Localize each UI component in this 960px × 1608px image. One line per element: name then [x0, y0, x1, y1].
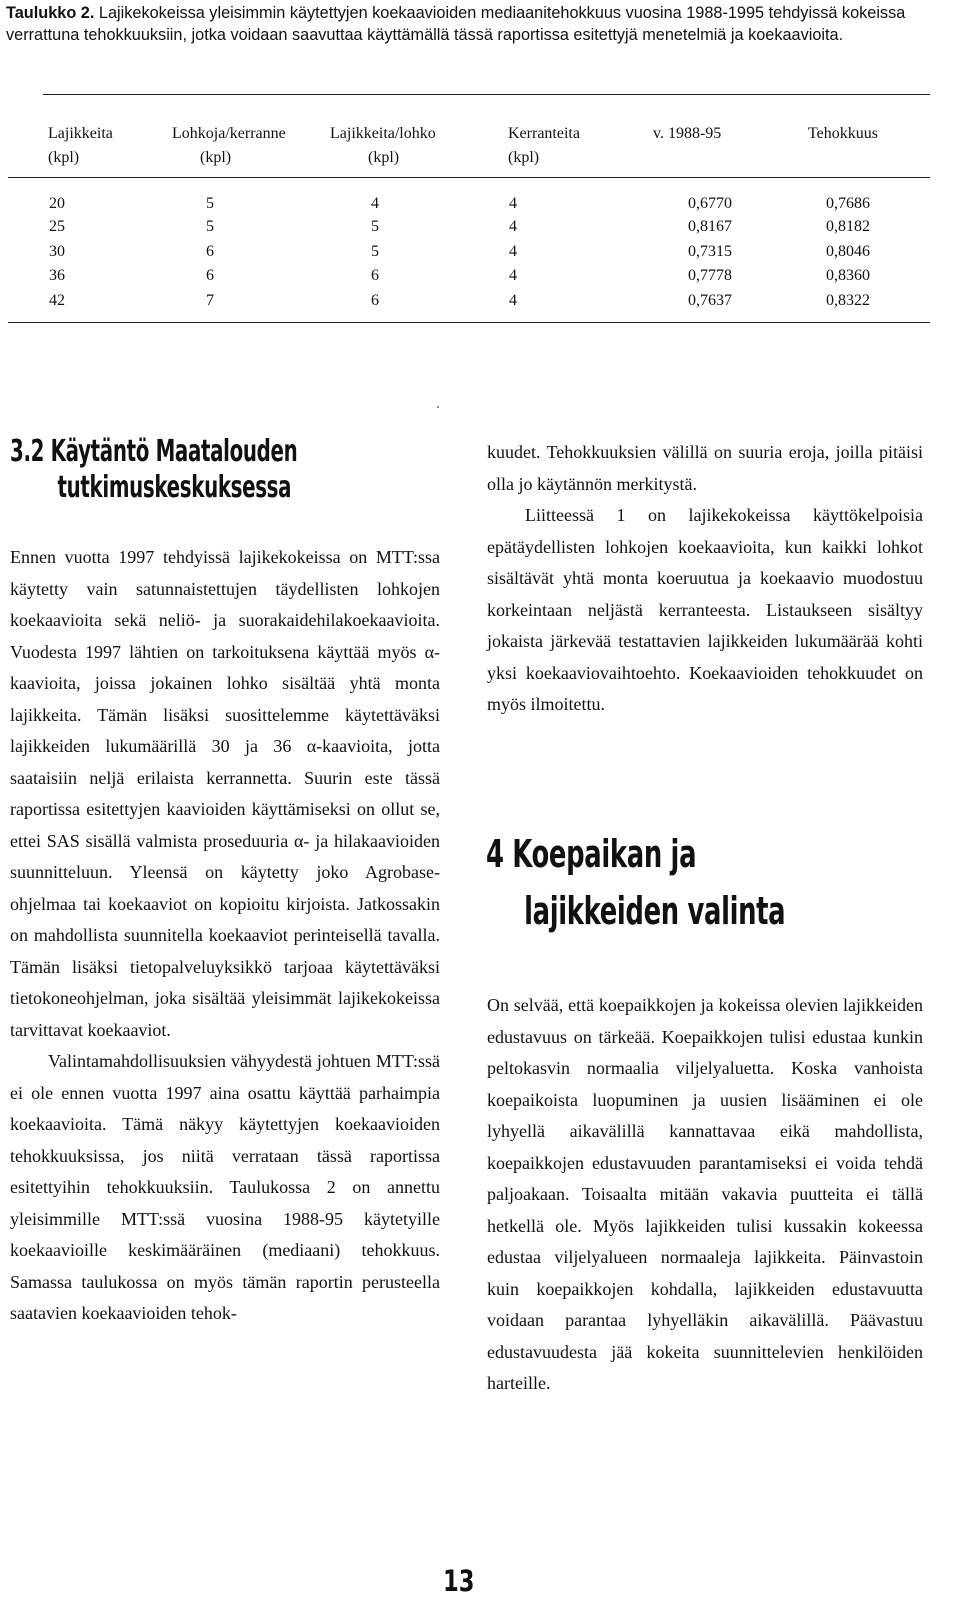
section-3-2-heading: 3.2 Käytäntö Maatalouden tutkimuskeskuksessa	[10, 434, 298, 505]
section-3-2-body	[10, 542, 440, 1330]
paragraph: kuudet. Tehokkuuksien välillä on suuria eroja, joilla pitäisi olla jo käytännön merkitystä.	[487, 442, 923, 494]
caption-label: Taulukko 2.	[6, 4, 95, 22]
col-header-lajikkeita: Lajikkeita (kpl)	[48, 125, 113, 166]
paragraph: Liitteessä 1 on lajikekokeissa käyttökelpoisia epätäydellisten lohkojen koekaavioita, kun kaikki lohkot sisältävät yhtä monta koeruutua ja koekaavio muodostuu korkeintaan neljästä kerranteesta. Listaukseen sisältyy jokaista järkevää testattavien lajikkeiden lukumäärää kohti yksi koekaaviovaihtoehto. Koekaavioiden tehokkuudet on myös ilmoitettu.	[487, 505, 923, 714]
col-header-tehokkuus: Tehokkuus	[808, 125, 878, 142]
scan-speck	[437, 406, 439, 408]
paragraph: Valintamahdollisuuksien vähyydestä johtuen MTT:ssä ei ole ennen vuotta 1997 aina osattu käyttää parhaimpia koekaavioita. Tämä näkyy käytettyjen koekaavioiden tehokkuuksissa, jos niitä verrataan tässä raportissa esitettyihin tehokkuuksiin. Taulukossa 2 on annettu yleisimmille MTT:ssä vuosina 1988-95 käytetyille koekaavioille keskimääräinen (mediaani) tehokkuus. Samassa taulukossa on myös tämän raportin perusteella saatavien koekaavioiden tehok-	[10, 1051, 440, 1323]
col-header-lajikkeita-lohko: Lajikkeita/lohko (kpl)	[330, 125, 436, 166]
paragraph: Ennen vuotta 1997 tehdyissä lajikekokeissa on MTT:ssa käytetty vain satunnaistettujen täydellisten lohkojen koekaavioita sekä neliö- ja suorakaidehilakoekaavioita. Vuodesta 1997 lähtien on tarkoituksena käyttää myös α-kaavioita, joissa jokainen lohko sisältää yhtä monta lajikkeita. Tämän lisäksi suosittelemme käytettäväksi lajikkeiden lukumäärillä 30 ja 36 α-kaavioita, jotta saataisiin neljä erilaista kerrannetta. Suurin este tässä raportissa esitettyjen kaavioiden käyttämiseksi on ollut se, ettei SAS sisällä valmista proseduuria α- ja hilakaavioiden suunnitteluun. Yleensä on käytetty joko Agrobase-ohjelmaa tai koekaaviot on kopioitu kirjoista. Jatkossakin on mahdollista suunnitella koekaaviot perinteisellä tavalla. Tämän lisäksi tietopalveluyksikkö tarjoaa käytettäväksi tietokoneohjelman, joka sisältää yleisimmät lajikekokeissa tarvittavat koekaaviot.	[10, 547, 440, 1040]
table-top-rule	[43, 94, 930, 95]
col-header-kerranteita: Kerranteita (kpl)	[508, 125, 580, 166]
section-4-heading: 4 Koepaikan ja lajikkeiden valinta	[486, 832, 786, 933]
right-column-body	[487, 437, 923, 721]
table-bottom-rule	[8, 322, 930, 323]
caption-text: Lajikekokeissa yleisimmin käytettyjen koekaavioiden mediaanitehokkuus vuosina 1988-1995 tehdyissä kokeissa verrattuna tehokkuuksiin, jotka voidaan saavuttaa käyttämällä tässä raportissa esitettyjä menetelmiä ja koekaavioita.	[6, 4, 906, 44]
col-header-v1988-95: v. 1988-95	[653, 125, 722, 142]
paragraph: On selvää, että koepaikkojen ja kokeissa olevien lajikkeiden edustavuus on tärkeää. Koepaikkojen tulisi edustaa kunkin peltokasvin normaalia viljelyaluetta. Koska vanhoista koepaikoista luopuminen ja uusien lisääminen ei ole lyhyellä aikavälillä kannattavaa eikä mahdollista, koepaikkojen edustavuuden parantamiseksi ei voida tehdä paljoakaan. Toisaalta mitään vakavia puutteita ei tällä hetkellä ole. Myös lajikkeiden tulisi kussakin kokeessa edustaa viljelyalueen normaaleja lajikkeita. Päinvastoin kuin koepaikkojen kohdalla, lajikkeiden edustavuutta voidaan parantaa lyhyelläkin aikavälillä. Päävastuu edustavuudesta jää kokeita suunnittelevien henkilöiden harteille.	[487, 995, 923, 1393]
table-caption	[6, 2, 951, 46]
table-header-rule	[8, 177, 930, 178]
section-4-body	[487, 990, 923, 1400]
page-number: 13	[443, 1564, 475, 1598]
col-header-lohkoja: Lohkoja/kerranne (kpl)	[172, 125, 286, 166]
